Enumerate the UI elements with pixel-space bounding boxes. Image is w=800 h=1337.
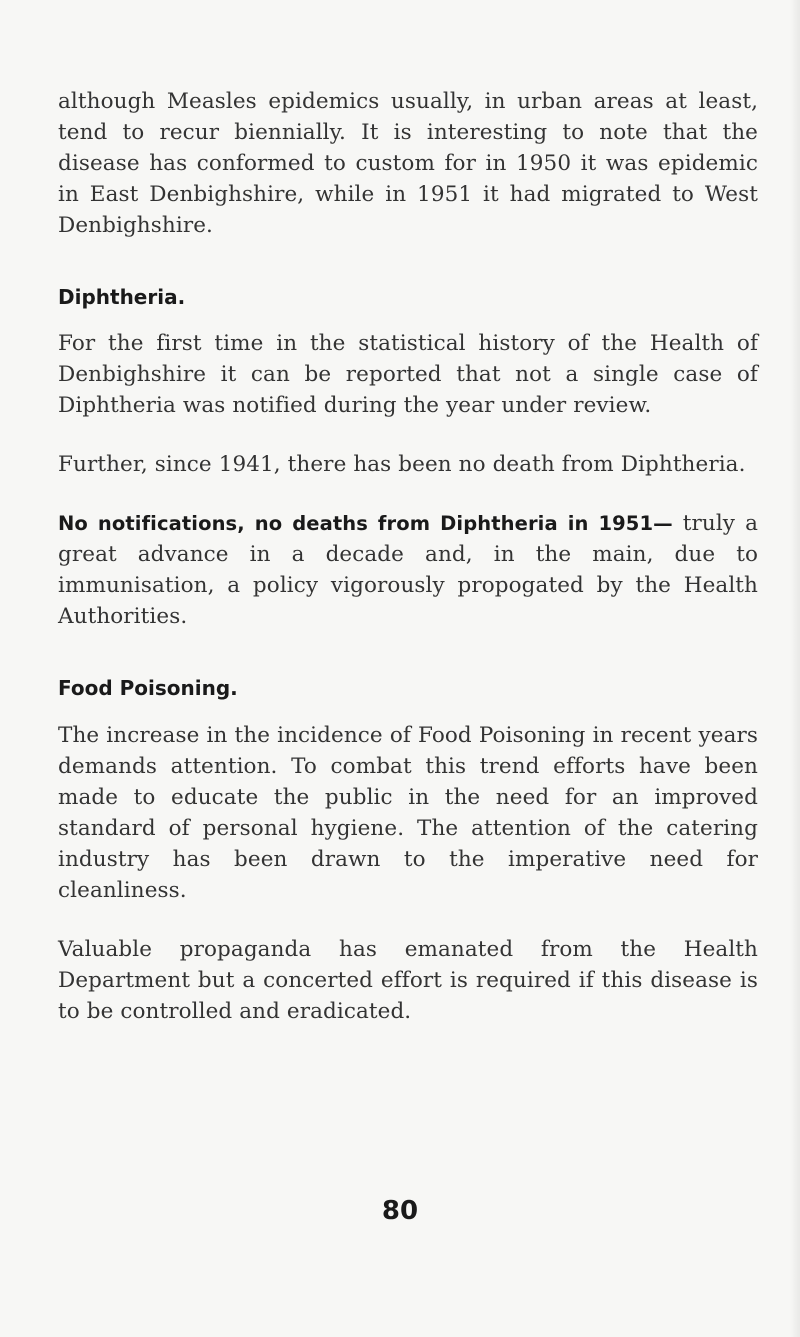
food-poisoning-paragraph-1: The increase in the incidence of Food Poisoning in recent years demands attention. To combat this trend efforts have been made to educate the public in the need for an improved standard of personal hygiene. The attention of the catering industry has been drawn to the imperative need for cleanliness. (58, 723, 758, 903)
diphtheria-lead-statement: No notifications, no deaths from Diphtheria in 1951— (58, 512, 673, 535)
food-poisoning-heading: Food Poisoning. (58, 676, 238, 700)
measles-paragraph: although Measles epidemics usually, in urban areas at least, tend to recur biennially. It is interesting to note that the disease has conformed to custom for in 1950 it was epidemic in East Denbighshire, while in 1951 it had migrated to West Denbighshire. (58, 89, 758, 238)
diphtheria-paragraph-1: For the first time in the statistical history of the Health of Denbighshire it can be reported that not a single case of Diphtheria was notified during the year under review. (58, 331, 758, 418)
page-number: 80 (381, 1196, 419, 1226)
diphtheria-paragraph-3-rest: truly a great advance in a decade and, in the main, due to immunisation, a policy vigorously propogated by the Health Authorities. (58, 511, 758, 629)
diphtheria-heading: Diphtheria. (58, 285, 186, 309)
page-content (58, 86, 758, 1027)
diphtheria-paragraph-3 (58, 508, 758, 632)
diphtheria-paragraph-2: Further, since 1941, there has been no death from Diphtheria. (58, 452, 746, 477)
food-poisoning-paragraph-2: Valuable propaganda has emanated from the Health Department but a concerted effort is required if this disease is to be controlled and eradicated. (58, 937, 758, 1024)
page-edge-shadow (790, 0, 800, 1337)
